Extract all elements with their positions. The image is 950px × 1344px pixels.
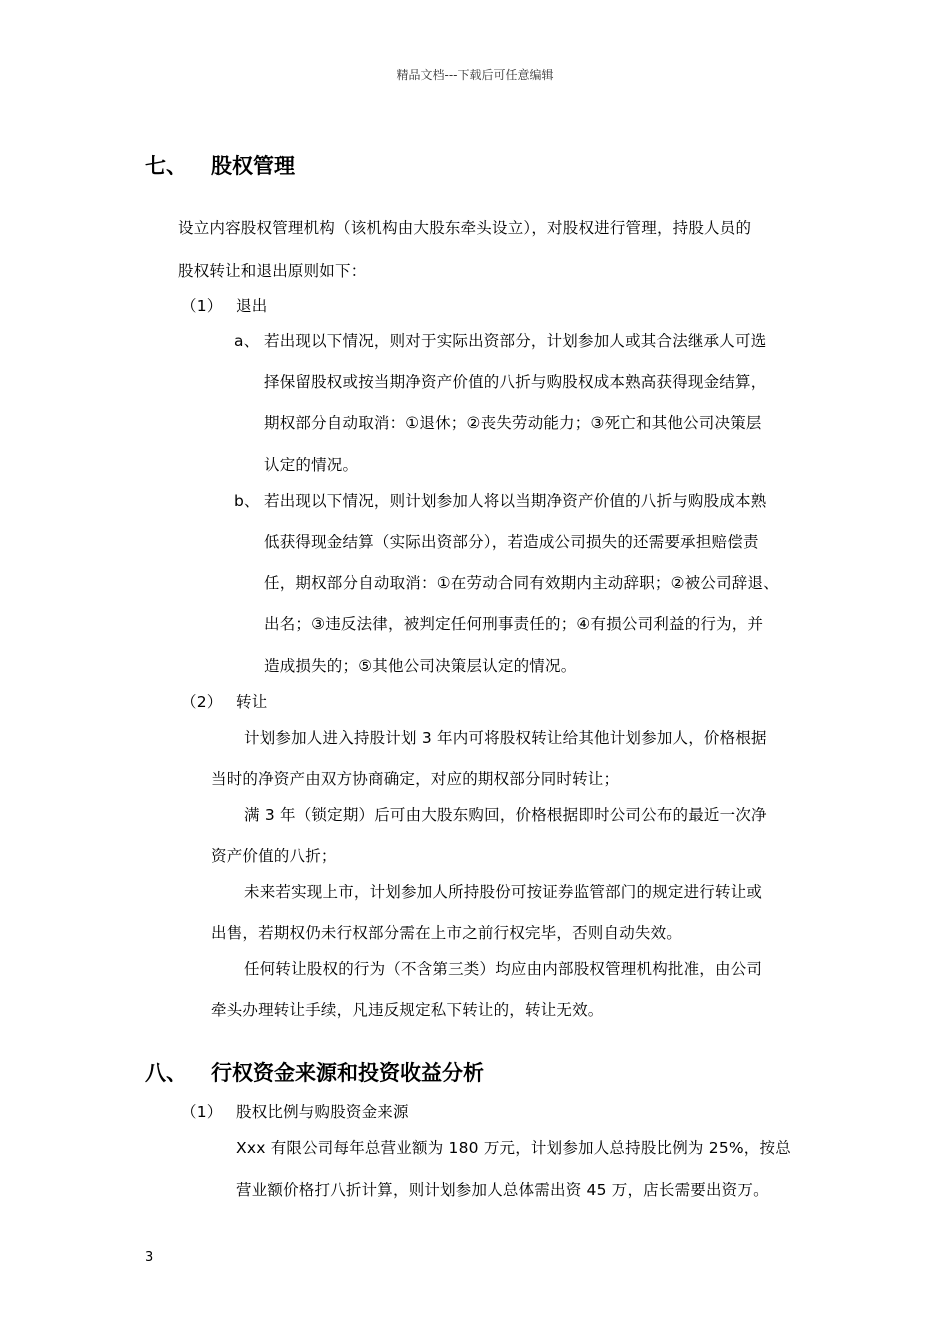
intro-line-1: 设立内容股权管理机构（该机构由大股东牵头设立），对股权进行管理，持股人员的 (178, 219, 752, 237)
page-header: 精品文档---下载后可任意编辑 (396, 68, 554, 82)
funding-line: Xxx 有限公司每年总营业额为 180 万元，计划参加人总持股比例为 25%，按总 (236, 1139, 791, 1157)
transfer-paragraph-line: 计划参加人进入持股计划 3 年内可将股权转让给其他计划参加人，价格根据 (244, 729, 767, 747)
transfer-paragraph-line: 资产价值的八折； (211, 847, 337, 865)
transfer-paragraph-line: 任何转让股权的行为（不含第三类）均应由内部股权管理机构批准，由公司 (244, 960, 763, 978)
item-b-line: 若出现以下情况，则计划参加人将以当期净资产价值的八折与购股成本熟 (264, 492, 767, 510)
funding-title: 股权比例与购股资金来源 (236, 1103, 409, 1121)
exit-number: （1） (181, 297, 223, 315)
transfer-paragraph-line: 满 3 年（锁定期）后可由大股东购回，价格根据即时公司公布的最近一次净 (244, 806, 767, 824)
item-a-line: 期权部分自动取消：①退休；②丧失劳动能力；③死亡和其他公司决策层 (264, 414, 762, 432)
section-7-number: 七、 (145, 154, 187, 178)
section-8-number: 八、 (145, 1061, 187, 1085)
section-7-title: 股权管理 (211, 154, 295, 178)
transfer-number: （2） (181, 693, 223, 711)
transfer-title: 转让 (236, 693, 268, 711)
item-b-marker: b、 (234, 492, 260, 510)
item-b-line: 出名；③违反法律，被判定任何刑事责任的；④有损公司利益的行为，并 (264, 615, 764, 633)
item-a-line: 择保留股权或按当期净资产价值的八折与购股权成本熟高获得现金结算， (264, 373, 767, 391)
item-a-marker: a、 (234, 332, 260, 350)
section-8-title: 行权资金来源和投资收益分析 (211, 1061, 484, 1085)
item-b-line: 低获得现金结算（实际出资部分），若造成公司损失的还需要承担赔偿责 (264, 533, 759, 551)
exit-title: 退出 (236, 297, 268, 315)
item-a-line: 认定的情况。 (264, 456, 359, 474)
item-b-line: 造成损失的；⑤其他公司决策层认定的情况。 (264, 657, 577, 675)
transfer-paragraph-line: 未来若实现上市，计划参加人所持股份可按证券监管部门的规定进行转让或 (244, 883, 763, 901)
item-b-line: 任，期权部分自动取消：①在劳动合同有效期内主动辞职；②被公司辞退、 (264, 574, 779, 592)
page-number: 3 (145, 1250, 154, 1265)
transfer-paragraph-line: 当时的净资产由双方协商确定，对应的期权部分同时转让； (211, 770, 620, 788)
transfer-paragraph-line: 出售，若期权仍未行权部分需在上市之前行权完毕，否则自动失效。 (211, 924, 683, 942)
funding-number: （1） (181, 1103, 223, 1121)
transfer-paragraph-line: 牵头办理转让手续，凡违反规定私下转让的，转让无效。 (211, 1001, 604, 1019)
intro-line-2: 股权转让和退出原则如下： (178, 262, 367, 280)
item-a-line: 若出现以下情况，则对于实际出资部分，计划参加人或其合法继承人可选 (264, 332, 767, 350)
funding-line: 营业额价格打八折计算，则计划参加人总体需出资 45 万，店长需要出资万。 (236, 1181, 769, 1199)
